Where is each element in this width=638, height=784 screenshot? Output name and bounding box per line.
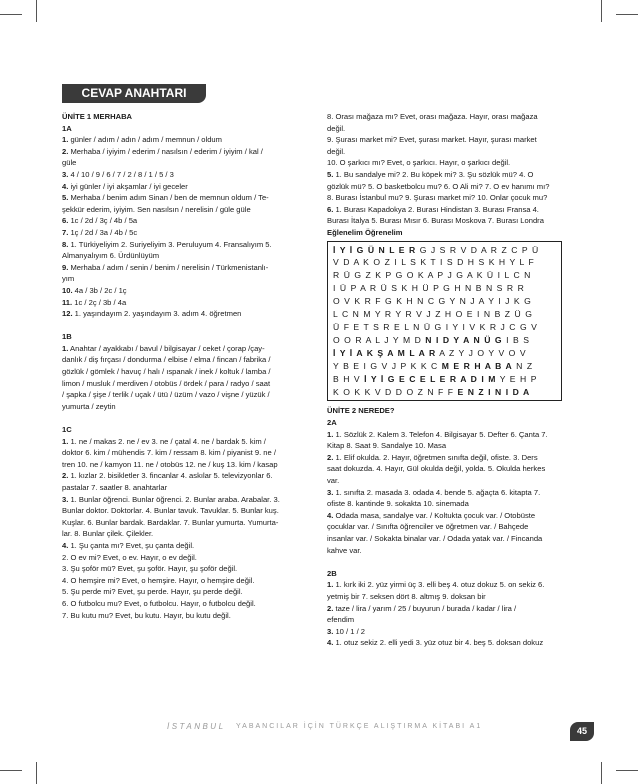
answer-text: 8. Burası İstanbul mu? 9. Şurası market mi? 10. Onlar çocuk mu? (327, 193, 548, 203)
answer-text: 1B (62, 332, 72, 342)
answer-line (62, 494, 312, 506)
item-number: 3. (62, 494, 69, 504)
answer-line (62, 250, 312, 262)
answer-text: ofiste 8. kantinde 9. sokakta 10. sinemada (327, 499, 469, 509)
item-number: 7. (62, 227, 69, 237)
letters: G J S R V D A R Z C P Ü (416, 244, 540, 255)
answer-text: 1. Burası Kapadokya 2. Burası Hindistan 3. Burası Fransa 4. (333, 204, 539, 214)
answer-line (62, 586, 312, 598)
answer-text: 5. Şu perde mi? Evet, şu perde. Hayır, şu perde değil. (62, 587, 243, 597)
answer-line (327, 440, 577, 452)
answer-line (62, 482, 312, 494)
answer-text: 1c / 2ç / 3b / 4a (72, 297, 127, 307)
letters: I B S (502, 334, 530, 345)
answer-line (327, 498, 577, 510)
answer-text: doktor 6. kim / mühendis 7. kim / ressam 8. kim / piyanist 9. ne / (62, 448, 276, 458)
answer-line (327, 614, 577, 626)
spacer (62, 320, 312, 332)
answer-text: 7. Bu kutu mu? Evet, bu kutu. Hayır, bu kutu değil. (62, 610, 231, 620)
answer-line (327, 192, 577, 204)
word-search-row (333, 321, 561, 334)
answer-line (327, 603, 577, 615)
highlighted-word: İ Y İ G E C E L E R A D I M (364, 373, 497, 384)
crop-mark (0, 14, 22, 15)
answer-text: 10 / 1 / 2 (333, 626, 366, 636)
item-number: 11. (62, 297, 73, 307)
letters: Y B E I G V J P K K C (333, 360, 442, 371)
answer-text: 1. sınıfta 2. masada 3. odada 4. bende 5. ağaçta 6. kitapta 7. (333, 487, 541, 497)
answer-text: 1ç / 2d / 3a / 4b / 5c (68, 227, 138, 237)
answer-text: Bunlar doktor. Doktorlar. 4. Bunlar tavuk. Tavuklar. 5. Bunlar kuş. (62, 506, 279, 516)
answer-line (327, 429, 577, 441)
answer-text: 4. O hemşire mi? Evet, o hemşire. Hayır, o hemşire değil. (62, 575, 255, 585)
answer-text: 4 / 10 / 9 / 6 / 7 / 2 / 8 / 1 / 5 / 3 (68, 169, 174, 179)
spacer (327, 556, 577, 568)
answer-text: gözlük / gömlek / havuç / halı / ıspanak / inek / koltuk / lamba / (62, 367, 271, 377)
item-number: 4. (327, 510, 334, 520)
answer-text: 1. kırk iki 2. yüz yirmi üç 3. elli beş 4. otuz dokuz 5. on sekiz 6. (333, 580, 545, 590)
item-number: 4. (327, 638, 334, 648)
answer-text: 1C (62, 425, 72, 435)
item-number: 3. (62, 169, 69, 179)
answer-text: 1. Bunlar öğrenci. Bunlar öğrenci. 2. Bunlar araba. Arabalar. 3. (68, 494, 280, 504)
letters: Ü F E T S R E L N Ü G I Y I V K R J C G V (333, 321, 538, 332)
footer-book-title: YABANCILAR İÇİN TÜRKÇE ALIŞTIRMA KİTABI A1 (236, 723, 483, 730)
answer-text: var. (327, 475, 340, 485)
item-number: 1. (62, 436, 69, 446)
answer-text: değil. (327, 123, 346, 133)
answer-text: tren 10. ne / kamyon 11. ne / otobüs 12. ne / kuş 13. kim / kasap (62, 459, 278, 469)
word-search-row (333, 308, 561, 321)
word-search-row (333, 269, 561, 282)
answer-text: 10. O şarkıcı mı? Evet, o şarkıcı. Hayır, o şarkıcı değil. (327, 158, 511, 168)
answer-line (62, 134, 312, 146)
answer-text: gözlük mü? 5. O basketbolcu mu? 6. O Ali mi? 7. O ev hanımı mı? (327, 181, 550, 191)
crop-mark (616, 770, 638, 771)
answer-line (62, 192, 312, 204)
crop-mark (601, 762, 602, 784)
answer-line (327, 111, 577, 123)
highlighted-word: İ Y İ A K Ş A M L A R (333, 347, 437, 358)
answer-text: 1. Şu çanta mı? Evet, şu çanta değil. (68, 540, 195, 550)
answer-line (62, 389, 312, 401)
answer-line (62, 436, 312, 448)
word-search-grid (327, 241, 562, 402)
answer-text: 1. Türkiyeliyim 2. Suriyeliyim 3. Peruluyum 4. Fransalıyım 5. (68, 239, 272, 249)
answer-text: 1. Sözlük 2. Kalem 3. Telefon 4. Bilgisayar 5. Defter 6. Çanta 7. (333, 429, 548, 439)
answer-text: kahve var. (327, 545, 362, 555)
word-search-row (333, 295, 561, 308)
answer-line (62, 343, 312, 355)
highlighted-word: M E R H A B A (441, 360, 513, 371)
answer-line (327, 463, 577, 475)
answer-text: yumurta / zeytin (62, 401, 116, 411)
answer-text: ÜNİTE 1 MERHABA (62, 112, 133, 121)
answer-line (62, 308, 312, 320)
answer-text: 2B (327, 568, 337, 578)
answer-line (327, 215, 577, 227)
answer-line (62, 123, 312, 135)
answer-line (62, 447, 312, 459)
answer-line (62, 354, 312, 366)
letters: B H V (333, 373, 365, 384)
answer-text: 1c / 2d / 3ç / 4b / 5a (68, 216, 138, 226)
answer-line (62, 331, 312, 343)
answer-line (62, 598, 312, 610)
answer-line (62, 575, 312, 587)
letters: O O R A L J Y M D (333, 334, 426, 345)
item-number: 1. (327, 580, 334, 590)
answer-text: 1. Elif okulda. 2. Hayır, öğretmen sınıfta değil, ofiste. 3. Ders (333, 452, 538, 462)
answer-line (327, 405, 577, 417)
answer-line (62, 517, 312, 529)
answer-text: 9. Şurası market mi? Evet, şurası market. Hayır, şurası market (327, 135, 537, 145)
answer-line (327, 157, 577, 169)
page-number: 45 (570, 722, 594, 741)
answer-text: Kitap 8. Saat 9. Sandalye 10. Masa (327, 441, 447, 451)
answer-text: çocuklar var. / Sınıfta öğrenciler ve öğretmen var. / Bahçede (327, 522, 529, 532)
answer-line (327, 626, 577, 638)
answer-text: pastalar 7. saatler 8. anahtarlar (62, 483, 168, 492)
word-search-row (333, 244, 561, 257)
highlighted-word: E N Z I N I D A (457, 386, 531, 397)
answer-line (327, 579, 577, 591)
answer-line (327, 521, 577, 533)
answer-text: 1A (62, 123, 72, 133)
answer-text: Odada masa, sandalye var. / Koltukta çocuk var. / Otobüste (333, 510, 536, 520)
answer-text: 1. yaşındayım 2. yaşındayım 3. adım 4. öğretmen (72, 309, 242, 319)
letters: V D A K O Z I L S K T I S D H S K H Y L F (333, 257, 535, 268)
answer-line (62, 215, 312, 227)
answer-text: lar. 8. Bunlar çilek. Çilekler. (62, 529, 154, 539)
item-number: 5. (62, 193, 69, 203)
answer-line (62, 424, 312, 436)
answer-text: şekkür ederim, iyiyim. Sen nasılsın / nerelisin / güle güle (62, 204, 251, 214)
answer-line (327, 487, 577, 499)
answer-text: limon / musluk / merdiven / otobüs / ördek / para / radyo / saat (62, 378, 271, 388)
word-search-row (333, 347, 561, 360)
spacer (62, 412, 312, 424)
answer-line (62, 169, 312, 181)
word-search-row (333, 334, 561, 347)
answer-text: 1. kızlar 2. bisikletler 3. fincanlar 4. askılar 5. televizyonlar 6. (68, 471, 273, 481)
answer-line (62, 157, 312, 169)
answer-line (62, 401, 312, 413)
word-search-row (333, 373, 561, 386)
letters: L C N M Y R Y R V J Z H O E I N B Z Ü G (333, 309, 533, 320)
answer-line (62, 227, 312, 239)
answer-text: 1. otuz sekiz 2. elli yedi 3. yüz otuz bir 4. beş 5. doksan dokuz (333, 638, 544, 648)
answer-line (327, 510, 577, 522)
answer-line (327, 181, 577, 193)
answer-line (327, 475, 577, 487)
item-number: 2. (327, 603, 334, 613)
answer-line (327, 545, 577, 557)
crop-mark (0, 770, 22, 771)
item-number: 6. (327, 204, 334, 214)
letters: I Ü P A R Ü S K H Ü P G H N B N S R R (333, 283, 525, 294)
answer-text: taze / lira / yarım / 25 / buyurun / burada / kadar / lira / (333, 603, 517, 613)
letters: A Z Y J O Y V O V (436, 347, 527, 358)
left-column (62, 111, 312, 621)
answer-line (62, 470, 312, 482)
answer-text: Almanyalıyım 6. Ürdünlüyüm (62, 251, 160, 261)
answer-text: efendim (327, 615, 355, 625)
answer-line (327, 146, 577, 158)
word-search-row (333, 360, 561, 373)
crop-mark (36, 0, 37, 22)
answer-line (327, 134, 577, 146)
answer-line (62, 239, 312, 251)
item-number: 1. (62, 343, 69, 353)
answer-line (62, 552, 312, 564)
item-number: 12. (62, 309, 73, 319)
item-number: 4. (62, 181, 69, 191)
right-bottom-block (327, 405, 577, 648)
answer-text: Merhaba / iyiyim / ederim / nasılsın / ederim / iyiyim / kal / (68, 146, 263, 156)
answer-text: 4a / 3b / 2c / 1ç (72, 285, 127, 295)
right-column (327, 111, 577, 649)
item-number: 2. (62, 146, 69, 156)
answer-line (327, 123, 577, 135)
answer-text: danlık / diş fırçası / dondurma / elbise / elma / fincan / fabrika / (62, 355, 271, 365)
answer-line (62, 297, 312, 309)
answer-text: 1. ne / makas 2. ne / ev 3. ne / çatal 4. ne / bardak 5. kim / (68, 436, 266, 446)
answer-text: günler / adım / adın / adım / memnun / oldum (68, 135, 222, 145)
answer-line (62, 459, 312, 471)
highlighted-word: N I D Y A N Ü G (425, 334, 503, 345)
answer-line (327, 637, 577, 649)
right-top-block (327, 111, 577, 227)
item-number: 1. (62, 135, 69, 145)
item-number: 5. (327, 169, 334, 179)
letters: K O K K V D D O Z N F F (333, 386, 458, 397)
answer-line (327, 204, 577, 216)
item-number: 9. (62, 262, 69, 272)
answer-text: 2. O ev mi? Evet, o ev. Hayır, o ev değil. (62, 552, 197, 562)
item-number: 2. (62, 471, 69, 481)
crop-mark (601, 0, 602, 22)
answer-line (62, 610, 312, 622)
answer-line (62, 285, 312, 297)
answer-text: Merhaba / adım / senin / benim / nerelisin / Türkmenistanlı- (68, 262, 269, 272)
answer-line (327, 452, 577, 464)
answer-text: insanlar var. / Sokakta binalar var. / Odada yatak var. / Fincanda (327, 533, 543, 543)
answer-text: saat dokuzda. 4. Hayır, Gül okulda değil, yolda. 5. Okulda herkes (327, 464, 546, 474)
answer-text: Merhaba / benim adım Sinan / ben de memnun oldum / Te- (68, 193, 269, 203)
answer-text: iyi günler / iyi akşamlar / iyi geceler (68, 181, 188, 191)
answer-line (62, 181, 312, 193)
letters: Y E H P (496, 373, 538, 384)
answer-text: Anahtar / ayakkabı / bavul / bilgisayar / ceket / çorap /çay- (68, 343, 265, 353)
answer-text: Burası İtalya 5. Burası Mısır 6. Burası Moskova 7. Burası Londra (327, 216, 544, 226)
answer-text: 3. Şu şoför mü? Evet, şu şoför. Hayır, şu şoför değil. (62, 564, 238, 574)
answer-line (62, 505, 312, 517)
answer-text: 2A (327, 418, 337, 427)
answer-text: 6. O futbolcu mu? Evet, o futbolcu. Hayır, o futbolcu değil. (62, 598, 256, 608)
answer-line (62, 378, 312, 390)
answer-line (62, 204, 312, 216)
item-number: 3. (327, 487, 334, 497)
answer-text: güle (62, 158, 77, 168)
word-search-row (333, 386, 561, 399)
wordsearch-title: Eğlenelim Öğrenelim (327, 227, 403, 237)
item-number: 8. (62, 239, 69, 249)
answer-line (327, 533, 577, 545)
crop-mark (616, 14, 638, 15)
word-search-row (333, 282, 561, 295)
answer-line (62, 262, 312, 274)
word-search-row (333, 256, 561, 269)
answer-line (62, 111, 312, 123)
footer-brand: İSTANBUL (167, 722, 226, 731)
item-number: 3. (327, 626, 334, 636)
answer-text: yetmiş bir 7. seksen dört 8. altmış 9. doksan bir (327, 591, 486, 601)
answer-line (62, 146, 312, 158)
answer-text: / şapka / şişe / terlik / uçak / ütü / üzüm / vazo / vişne / yüzük / (62, 390, 270, 400)
item-number: 4. (62, 540, 69, 550)
answer-line (62, 540, 312, 552)
crop-mark (36, 762, 37, 784)
answer-text: 8. Orası mağaza mı? Evet, orası mağaza. Hayır, orası mağaza (327, 112, 538, 121)
answer-line (62, 528, 312, 540)
section-title: CEVAP ANAHTARI (62, 84, 206, 103)
answer-line (327, 169, 577, 181)
answer-line (327, 568, 577, 580)
item-number: 6. (62, 216, 69, 226)
answer-text: 1. Bu sandalye mi? 2. Bu köpek mi? 3. Şu sözlük mü? 4. O (333, 169, 534, 179)
item-number: 10. (62, 285, 73, 295)
answer-text: yım (62, 274, 75, 284)
answer-text: ÜNİTE 2 NEREDE? (327, 406, 395, 416)
answer-line (62, 563, 312, 575)
item-number: 2. (327, 452, 334, 462)
highlighted-word: İ Y İ G Ü N L E R (333, 244, 417, 255)
answer-line (327, 417, 577, 429)
answer-text: Kuşlar. 6. Bunlar bardak. Bardaklar. 7. Bunlar yumurta. Yumurta- (62, 517, 279, 527)
answer-line (62, 273, 312, 285)
answer-line (327, 591, 577, 603)
item-number: 1. (327, 429, 334, 439)
answer-line (62, 366, 312, 378)
letters: N Z (512, 360, 534, 371)
answer-text: değil. (327, 146, 346, 156)
letters: R Ü G Z K P G O K A P J G A K Ü I L C N (333, 270, 532, 281)
letters: O V K R F G K H N C G Y N J A Y I J K G (333, 296, 532, 307)
